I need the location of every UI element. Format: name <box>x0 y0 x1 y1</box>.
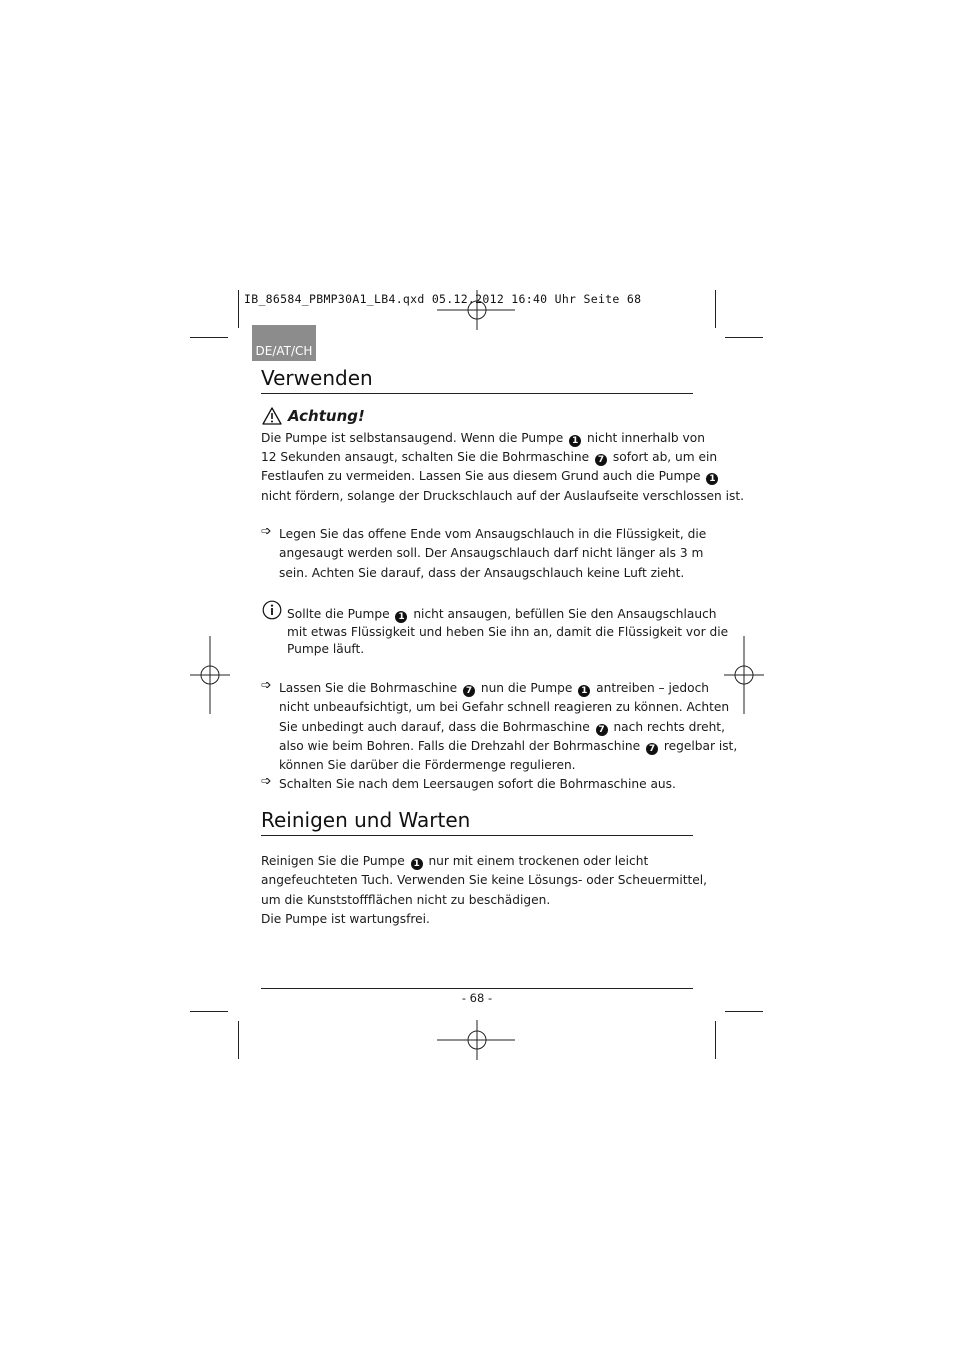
info-line <box>287 605 717 624</box>
step-line: nicht unbeaufsichtigt, um bei Gefahr schnell reagieren zu können. Achten <box>279 700 730 714</box>
ref-badge-drill: 7 <box>596 724 608 736</box>
warning-title: Achtung! <box>288 407 365 425</box>
warning-heading <box>262 407 365 425</box>
ref-badge-pump: 1 <box>569 435 581 447</box>
crop-mark <box>715 1021 716 1059</box>
step-line: Legen Sie das offene Ende vom Ansaugschlauch in die Flüssigkeit, die <box>279 527 707 541</box>
text: nicht ansaugen, befüllen Sie den Ansaugschlauch <box>413 607 717 621</box>
step-line <box>279 679 709 698</box>
text: nicht innerhalb von <box>587 431 705 445</box>
text: nur mit einem trockenen oder leicht <box>428 854 649 868</box>
text: Lassen Sie die Bohrmaschine <box>279 681 458 695</box>
step-line: können Sie darüber die Fördermenge regulieren. <box>279 758 576 772</box>
arrow-bullet-icon: ➩ <box>261 774 272 789</box>
ref-badge-pump: 1 <box>578 685 590 697</box>
registration-mark-icon <box>437 1020 517 1060</box>
text: Die Pumpe ist selbstansaugend. Wenn die Pumpe <box>261 431 564 445</box>
section-rule <box>261 835 693 836</box>
body-line: um die Kunststoffflächen nicht zu beschädigen. <box>261 893 551 907</box>
registration-mark-icon <box>724 636 764 714</box>
ref-badge-drill: 7 <box>595 454 607 466</box>
body-line: Die Pumpe ist wartungsfrei. <box>261 912 430 926</box>
crop-mark <box>725 1011 763 1012</box>
warning-triangle-icon <box>262 407 282 425</box>
text: regelbar ist, <box>663 739 738 753</box>
text: Reinigen Sie die Pumpe <box>261 854 405 868</box>
crop-mark <box>715 290 716 328</box>
ref-badge-drill: 7 <box>463 685 475 697</box>
footer-rule <box>261 988 693 989</box>
ref-badge-drill: 7 <box>646 743 658 755</box>
section-title-reinigen: Reinigen und Warten <box>261 808 471 832</box>
warning-line <box>261 448 717 467</box>
ref-badge-pump: 1 <box>706 473 718 485</box>
info-line: mit etwas Flüssigkeit und heben Sie ihn an, damit die Flüssigkeit vor die <box>287 625 729 639</box>
crop-mark <box>190 1011 228 1012</box>
arrow-bullet-icon: ➩ <box>261 678 272 693</box>
text: 12 Sekunden ansaugt, schalten Sie die Bohrmaschine <box>261 450 590 464</box>
section-title-verwenden: Verwenden <box>261 366 373 390</box>
info-icon <box>262 600 282 620</box>
section-rule <box>261 393 693 394</box>
arrow-bullet-icon: ➩ <box>261 524 272 539</box>
text: nun die Pumpe <box>480 681 573 695</box>
info-line: Pumpe läuft. <box>287 642 365 656</box>
language-tab-label: DE/AT/CH <box>255 344 313 358</box>
registration-mark-icon <box>190 636 230 714</box>
text: nach rechts dreht, <box>613 720 725 734</box>
step-line: angesaugt werden soll. Der Ansaugschlauch darf nicht länger als 3 m <box>279 546 704 560</box>
step-line: sein. Achten Sie darauf, dass der Ansaugschlauch keine Luft zieht. <box>279 566 685 580</box>
text: also wie beim Bohren. Falls die Drehzahl der Bohrmaschine <box>279 739 641 753</box>
text: antreiben – jedoch <box>596 681 710 695</box>
step-line <box>279 718 725 737</box>
warning-line: nicht fördern, solange der Druckschlauch auf der Auslaufseite verschlossen ist. <box>261 489 745 503</box>
print-slug: IB_86584_PBMP30A1_LB4.qxd 05.12.2012 16:40 Uhr Seite 68 <box>244 292 642 306</box>
language-tab <box>252 325 316 361</box>
ref-badge-pump: 1 <box>411 858 423 870</box>
step-line <box>279 737 737 756</box>
page-number: - 68 - <box>461 991 493 1005</box>
text: Festlaufen zu vermeiden. Lassen Sie aus diesem Grund auch die Pumpe <box>261 469 701 483</box>
text: Sie unbedingt auch darauf, dass die Bohrmaschine <box>279 720 590 734</box>
crop-mark <box>238 290 239 328</box>
text: sofort ab, um ein <box>612 450 718 464</box>
warning-line <box>261 467 720 486</box>
body-line: angefeuchteten Tuch. Verwenden Sie keine Lösungs- oder Scheuermittel, <box>261 873 708 887</box>
crop-mark <box>725 337 763 338</box>
crop-mark <box>190 337 228 338</box>
text: Sollte die Pumpe <box>287 607 390 621</box>
warning-line <box>261 429 705 448</box>
step-line: Schalten Sie nach dem Leersaugen sofort die Bohrmaschine aus. <box>279 777 676 791</box>
ref-badge-pump: 1 <box>395 611 407 623</box>
crop-mark <box>238 1021 239 1059</box>
body-line <box>261 852 648 871</box>
